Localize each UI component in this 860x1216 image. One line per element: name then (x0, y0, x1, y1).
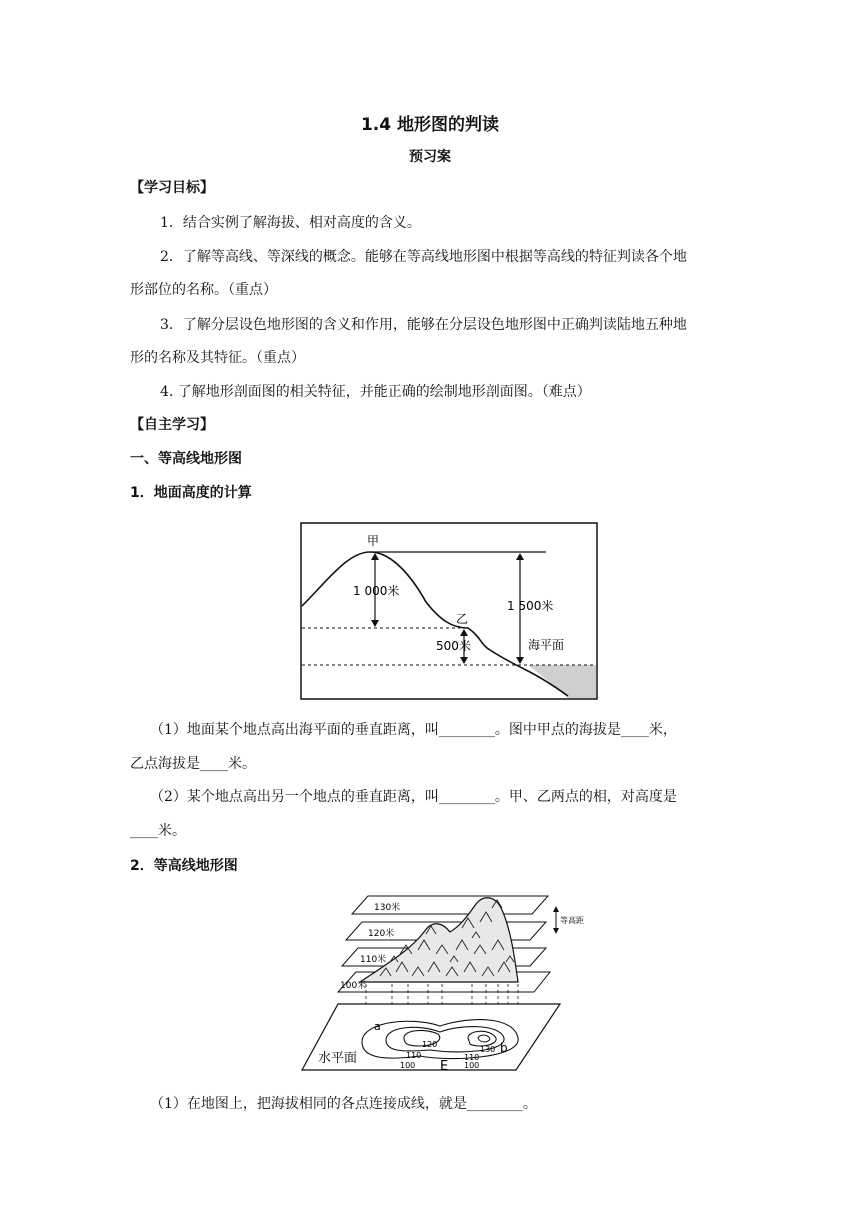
contour-label-110b: 110 (464, 1053, 480, 1062)
objectives-heading: 【学习目标】 (130, 180, 214, 196)
label-b: b (500, 1041, 508, 1055)
elevation-profile-figure (300, 522, 600, 702)
objective-item: 3．了解分层设色地形图的含义和作用，能够在分层设色地形图中正确判读陆地五种地 (160, 317, 687, 333)
label-a: a (374, 1020, 381, 1033)
label-500m: 500米 (436, 639, 471, 653)
label-100m: 100米 (340, 981, 367, 991)
subsection-heading: 2．等高线地形图 (130, 858, 238, 874)
objective-item: 形部位的名称。（重点） (130, 282, 277, 298)
question-3-line-1: （1）在地图上，把海拔相同的各点连接成线，就是________。 (150, 1096, 537, 1112)
subsection-heading: 1．地面高度的计算 (130, 485, 252, 501)
objective-item: 1．结合实例了解海拔、相对高度的含义。 (160, 215, 421, 231)
self-study-heading: 【自主学习】 (130, 417, 214, 433)
page-subtitle: 预习案 (409, 149, 451, 165)
contour-label-110: 110 (406, 1051, 422, 1060)
label-e: E (440, 1059, 449, 1072)
label-contour-interval: 等高距 (560, 916, 584, 925)
label-110m: 110米 (360, 955, 387, 965)
label-yi: 乙 (456, 612, 469, 626)
label-jia: 甲 (367, 534, 380, 548)
label-1000m: 1 000米 (353, 584, 400, 598)
contour-label-100: 100 (400, 1061, 416, 1070)
objective-item: 形的名称及其特征。（重点） (130, 350, 305, 366)
contour-label-130: 130 (480, 1045, 496, 1054)
contour-label-120: 120 (422, 1040, 438, 1049)
label-horizontal-plane: 水平面 (318, 1051, 358, 1066)
objective-item: 4. 了解地形剖面图的相关特征，并能正确的绘制地形剖面图。（难点） (160, 384, 591, 400)
section-heading: 一、等高线地形图 (130, 451, 242, 467)
label-130m: 130米 (374, 903, 401, 913)
label-1500m: 1 500米 (507, 599, 554, 613)
question-2-line-1: （2）某个地点高出另一个地点的垂直距离，叫________。甲、乙两点的相，对高度是 (150, 789, 677, 805)
question-1-line-2: 乙点海拔是____米。 (130, 756, 256, 772)
page-title: 1.4 地形图的判读 (360, 115, 500, 135)
contour-label-100b: 100 (464, 1061, 480, 1070)
objective-item: 2．了解等高线、等深线的概念。能够在等高线地形图中根据等高线的特征判读各个地 (160, 249, 687, 265)
contour-layers-figure (300, 892, 590, 1072)
label-sea-level: 海平面 (528, 638, 565, 652)
question-2-line-2: ____米。 (130, 823, 186, 839)
question-1-line-1: （1）地面某个地点高出海平面的垂直距离，叫________。图中甲点的海拔是____米， (150, 722, 677, 738)
label-120m: 120米 (368, 929, 395, 939)
